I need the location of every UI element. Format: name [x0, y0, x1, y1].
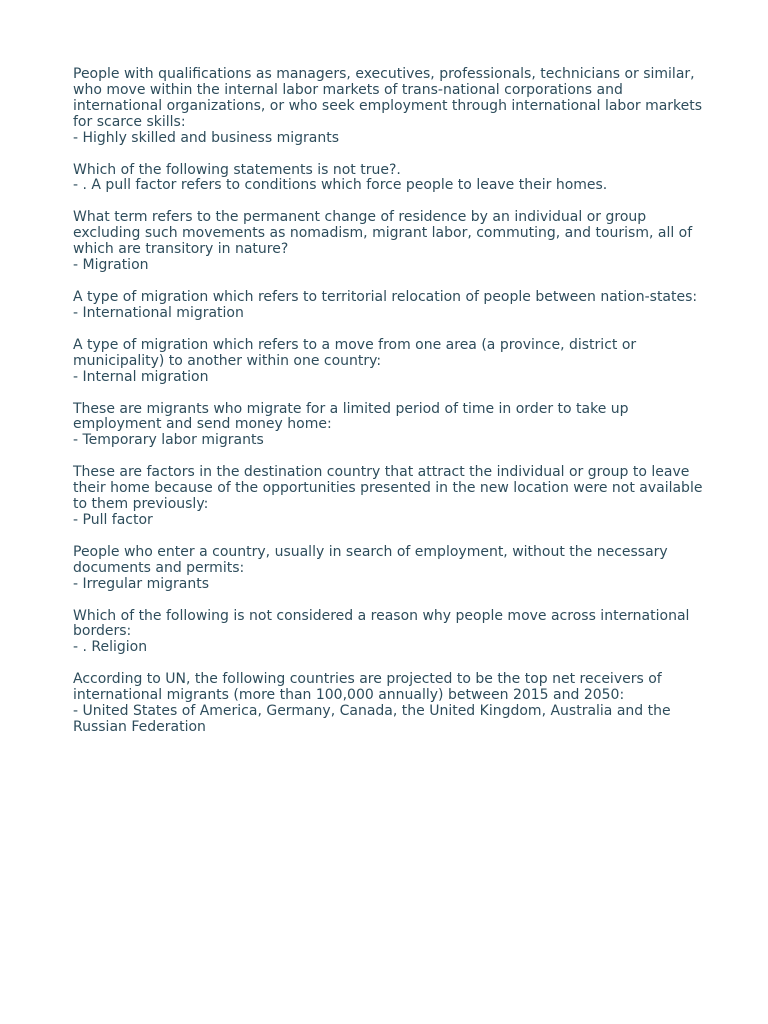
question-text: These are factors in the destination country that attract the individual or group to leave their home because of the opportunities presented in the new location were not available to them previously: — [73, 464, 703, 513]
answer-text: - Migration — [73, 257, 149, 274]
qa-item-2 — [73, 163, 703, 195]
question-text: These are migrants who migrate for a limited period of time in order to take up employment and send money home: — [73, 400, 629, 433]
document-page — [73, 67, 703, 752]
answer-text: - Pull factor — [73, 511, 153, 528]
qa-item-4 — [73, 290, 703, 322]
qa-item-7 — [73, 465, 703, 529]
question-text: Which of the following is not considered a reason why people move across international borders: — [73, 607, 690, 640]
answer-text: - Internal migration — [73, 368, 209, 385]
qa-item-10 — [73, 672, 703, 736]
question-text: According to UN, the following countries are projected to be the top net receivers of international migrants (more than 100,000 annually) between 2015 and 2050: — [73, 671, 662, 704]
qa-item-9 — [73, 609, 703, 657]
question-text: People with qualifications as managers, executives, professionals, technicians or similar, who move within the internal labor markets of trans-national corporations and international organizations, or who seek employment through international labor markets for scarce skills: — [73, 66, 703, 130]
answer-text: - . Religion — [73, 639, 148, 656]
question-text: A type of migration which refers to a move from one area (a province, district or municipality) to another within one country: — [73, 336, 637, 369]
qa-item-6 — [73, 402, 703, 450]
answer-text: - Temporary labor migrants — [73, 432, 264, 449]
answer-text: - Irregular migrants — [73, 575, 210, 592]
answer-text: - International migration — [73, 304, 244, 321]
question-text: Which of the following statements is not true?. — [73, 161, 401, 178]
answer-text: - . A pull factor refers to conditions which force people to leave their homes. — [73, 177, 608, 194]
answer-text: - Highly skilled and business migrants — [73, 129, 339, 146]
qa-item-1 — [73, 67, 703, 147]
qa-item-3 — [73, 210, 703, 274]
question-text: People who enter a country, usually in search of employment, without the necessary documents and permits: — [73, 543, 668, 576]
question-text: What term refers to the permanent change of residence by an individual or group excluding such movements as nomadism, migrant labor, commuting, and tourism, all of which are transitory in nature? — [73, 209, 693, 258]
qa-item-8 — [73, 545, 703, 593]
answer-text: - United States of America, Germany, Canada, the United Kingdom, Australia and the Russian Federation — [73, 703, 671, 735]
qa-item-5 — [73, 338, 703, 386]
question-text: A type of migration which refers to territorial relocation of people between nation-states: — [73, 288, 698, 305]
